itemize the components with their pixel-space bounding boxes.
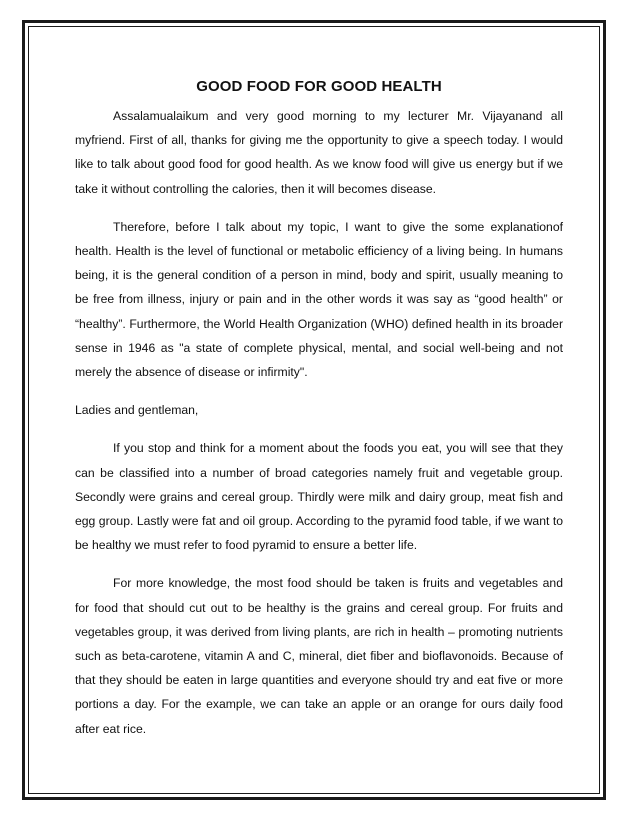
paragraph-fruits-vegetables: For more knowledge, the most food should be taken is fruits and vegetables and for food that should cut out to be healthy is the grains and cereal group. For fruits and vegetables group, it was derived from living plants, are rich in health – promoting nutrients such as beta-carotene, vitamin A and C, mineral, diet fiber and bioflavonoids. Because of that they should be eaten in large quantities and everyone should try and eat five or more portions a day. For the example, we can take an apple or an orange for ours daily food after eat rice.	[75, 576, 563, 736]
paragraph-greeting: Assalamualaikum and very good morning to my lecturer Mr. Vijayanand all myfriend. First of all, thanks for giving me the opportunity to give a speech today. I would like to talk about good food for good health. As we know food will give us energy but if we take it without controlling the calories, then it will becomes disease.	[75, 109, 563, 196]
document-body	[75, 78, 563, 755]
paragraph-food-groups: If you stop and think for a moment about the foods you eat, you will see that they can be classified into a number of broad categories namely fruit and vegetable group. Secondly were grains and cereal group. Thirdly were milk and dairy group, meat fish and egg group. Lastly were fat and oil group. According to the pyramid food table, if we want to be healthy we must refer to food pyramid to ensure a better life.	[75, 441, 563, 553]
document-title: GOOD FOOD FOR GOOD HEALTH	[196, 78, 442, 95]
paragraph-address: Ladies and gentleman,	[75, 403, 199, 418]
paragraph-health-definition: Therefore, before I talk about my topic, I want to give the some explanationof health. Health is the level of functional or metabolic efficiency of a living being. In humans being, it is the general condition of a person in mind, body and spirit, usually meaning to be free from illness, injury or pain and in the other words it was say as “good health” or “healthy”. Furthermore, the World Health Organization (WHO) defined health in its broader sense in 1946 as "a state of complete physical, mental, and social well-being and not merely the absence of disease or infirmity".	[75, 219, 563, 380]
